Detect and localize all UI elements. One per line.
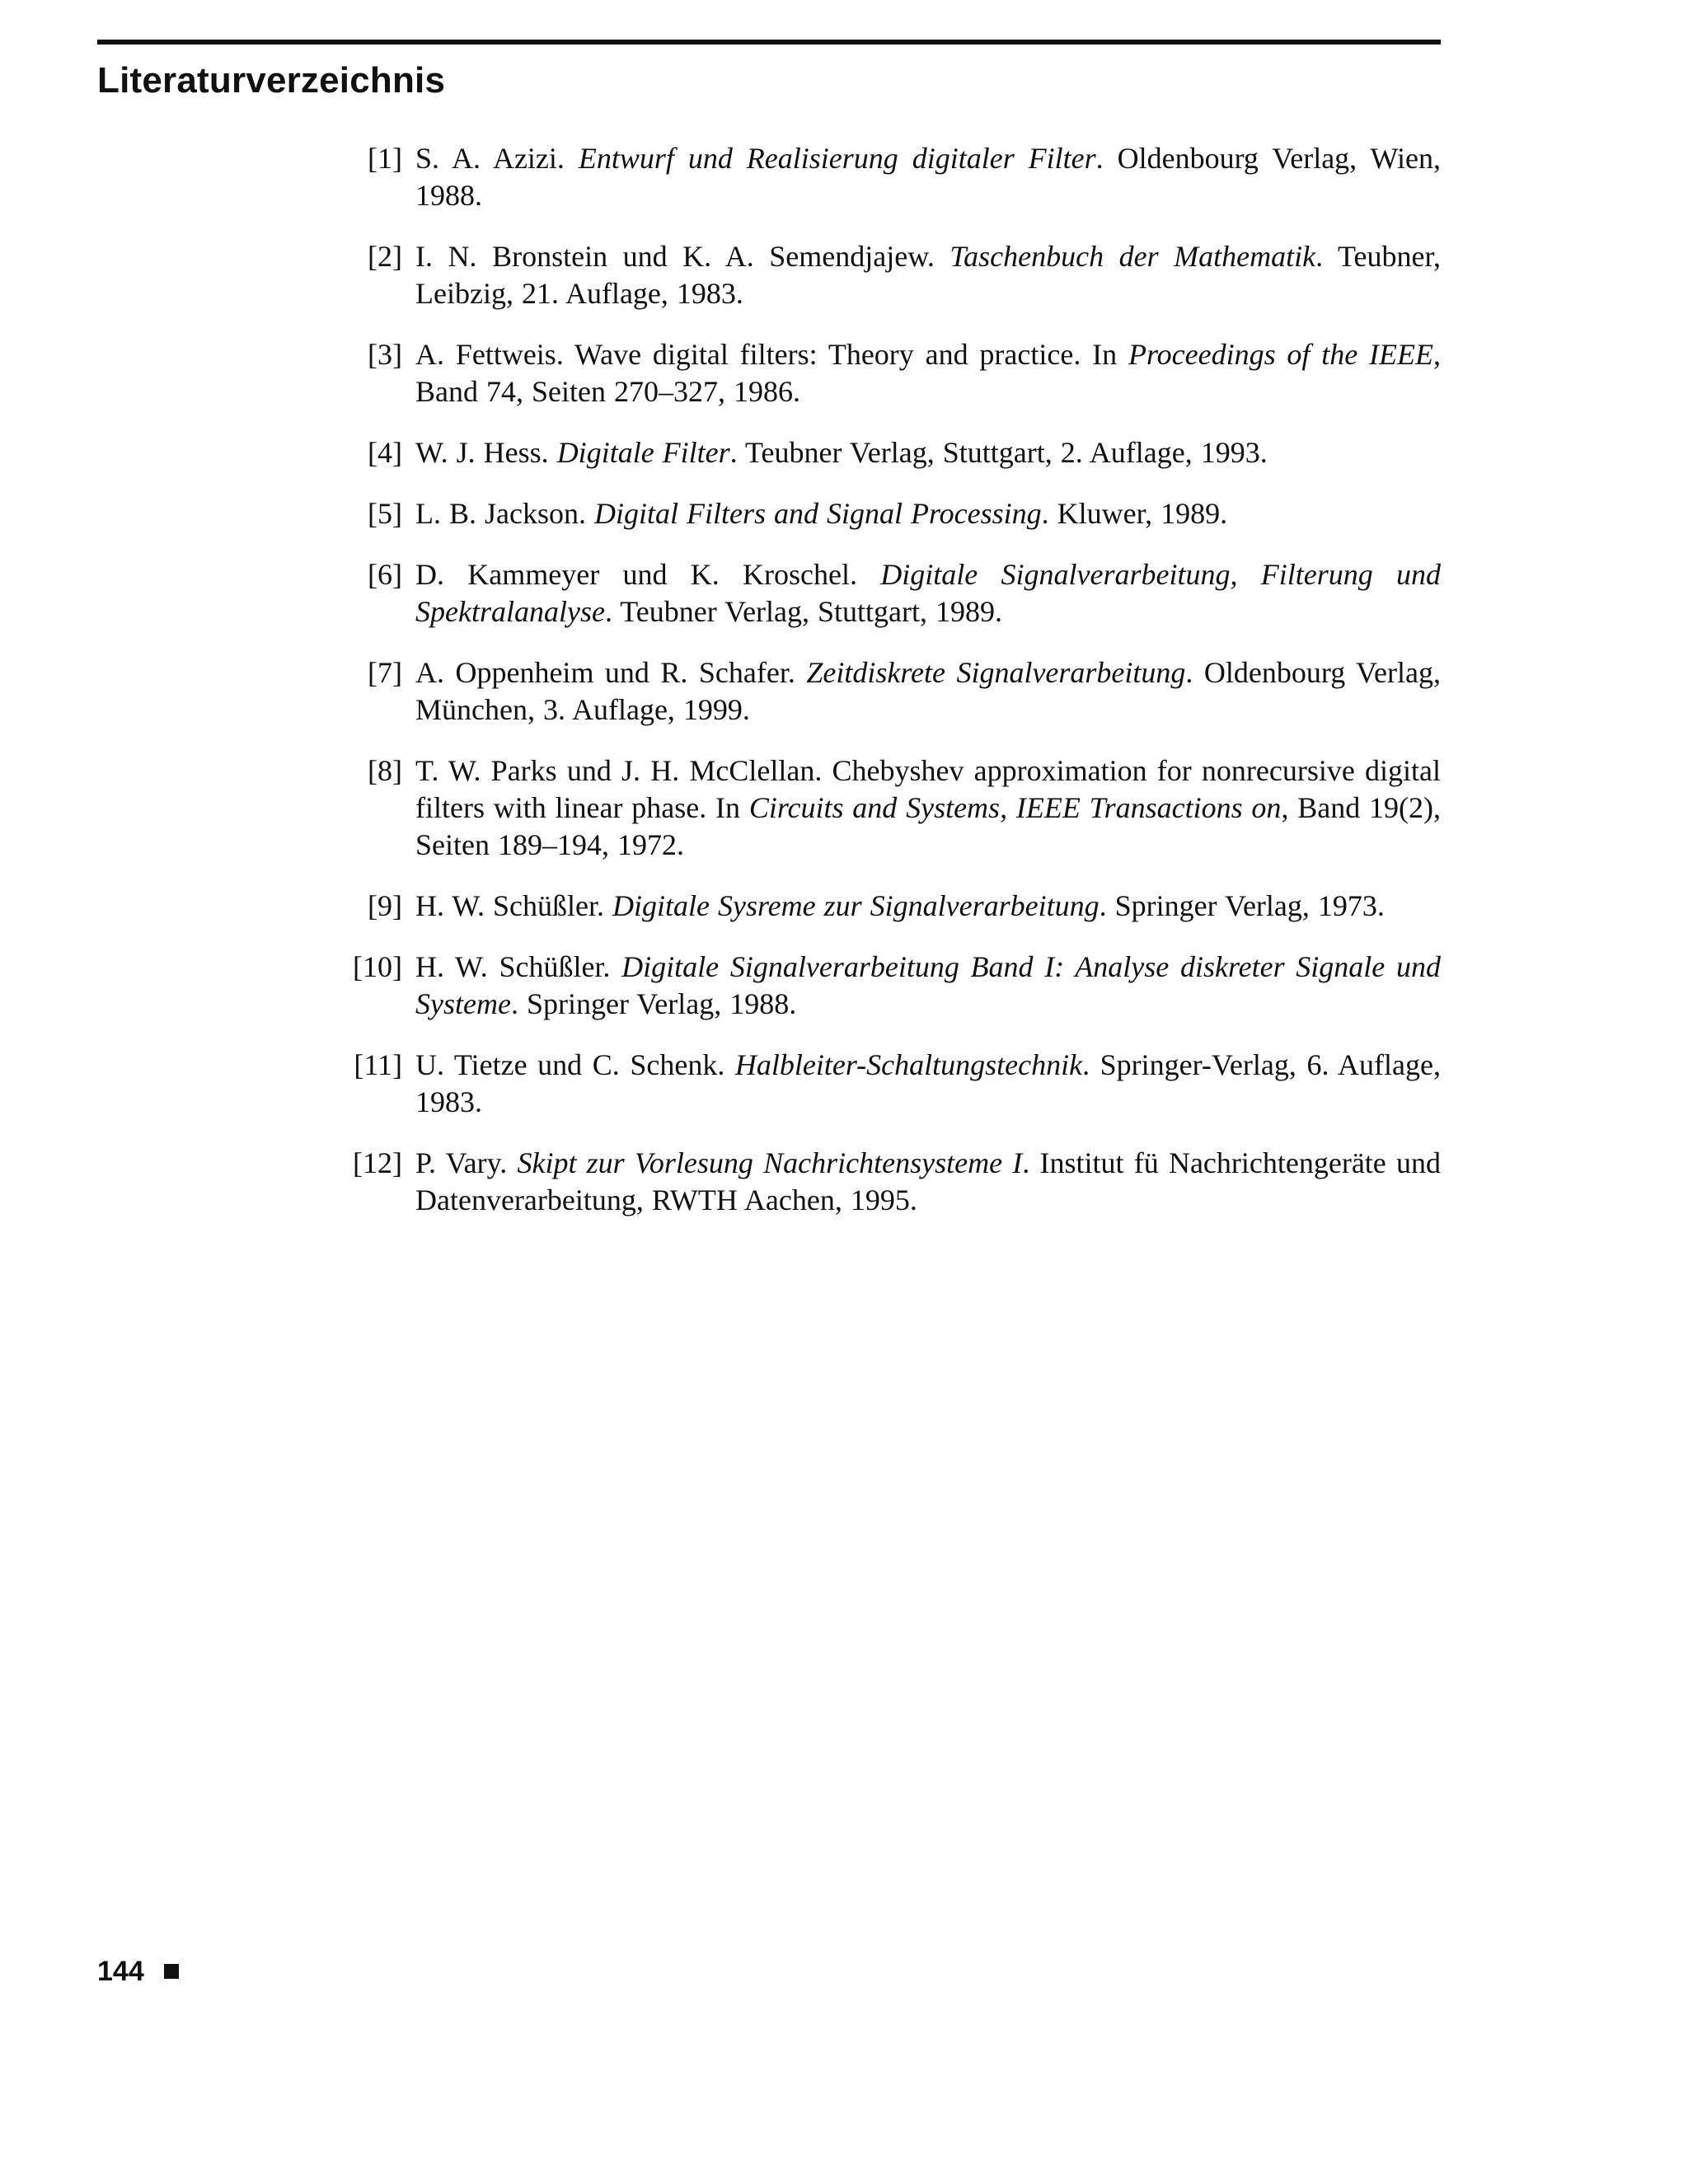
reference-title: Skipt zur Vorlesung Nachrichtensysteme I — [517, 1146, 1023, 1179]
reference-authors: T. W. Parks und J. H. McClellan. Chebyshev approximation for nonrecursive digital filters with linear phase. In — [415, 754, 1441, 824]
reference-text — [415, 142, 1441, 212]
reference-text — [415, 950, 1441, 1020]
reference-text — [415, 338, 1441, 408]
reference-item — [346, 752, 1441, 864]
reference-label: [4] — [368, 436, 402, 469]
reference-item — [346, 495, 1441, 532]
reference-item — [346, 140, 1441, 214]
reference-authors: H. W. Schüßler. — [415, 889, 613, 922]
reference-label: [3] — [368, 338, 402, 371]
reference-authors: P. Vary. — [415, 1146, 518, 1179]
reference-item — [346, 888, 1441, 925]
reference-list — [346, 140, 1441, 1243]
reference-publisher: . Oldenbourg Verlag, München, 3. Auflage, 1999. — [415, 656, 1441, 726]
reference-item — [346, 434, 1441, 471]
reference-publisher: . Teubner, Leibzig, 21. Auflage, 1983. — [415, 240, 1442, 310]
square-bullet-icon — [164, 1964, 179, 1979]
reference-text — [415, 656, 1441, 726]
chapter-title: Literaturverzeichnis — [97, 60, 446, 101]
reference-title: Digitale Sysreme zur Signalverarbeitung — [612, 889, 1100, 922]
reference-item — [346, 1047, 1441, 1121]
reference-authors: A. Fettweis. Wave digital filters: Theory and practice. In — [415, 338, 1128, 371]
reference-label: [9] — [368, 889, 402, 922]
reference-publisher: . Springer Verlag, 1988. — [510, 987, 797, 1020]
reference-authors: A. Oppenheim und R. Schafer. — [415, 656, 807, 689]
reference-item — [346, 238, 1441, 312]
reference-title: Circuits and Systems, IEEE Transactions on — [748, 791, 1282, 824]
reference-title: Entwurf und Realisierung digitaler Filter — [578, 142, 1096, 175]
reference-authors: U. Tietze und C. Schenk. — [415, 1048, 735, 1081]
reference-title: Digital Filters and Signal Processing — [593, 497, 1042, 530]
reference-title: Halbleiter-Schaltungstechnik — [734, 1048, 1083, 1081]
reference-label: [1] — [368, 142, 402, 175]
reference-text — [415, 1048, 1441, 1118]
reference-text — [415, 436, 1268, 469]
reference-title: Proceedings of the IEEE — [1128, 338, 1433, 371]
reference-publisher: . Kluwer, 1989. — [1041, 497, 1228, 530]
reference-publisher: . Oldenbourg Verlag, Wien, 1988. — [415, 142, 1441, 212]
reference-label: [6] — [368, 558, 402, 591]
reference-authors: L. B. Jackson. — [415, 497, 594, 530]
reference-title: Digitale Signalverarbeitung, Filterung und Spektralanalyse — [415, 558, 1441, 628]
reference-label: [2] — [368, 240, 402, 273]
page-number: 144 — [97, 1956, 144, 1987]
reference-text — [415, 889, 1385, 922]
reference-authors: D. Kammeyer und K. Kroschel. — [415, 558, 881, 591]
reference-title: Taschenbuch der Mathematik — [950, 240, 1316, 273]
reference-authors: H. W. Schüßler. — [415, 950, 622, 983]
reference-text — [415, 558, 1441, 628]
reference-authors: W. J. Hess. — [415, 436, 557, 469]
reference-text — [415, 497, 1227, 530]
reference-item — [346, 336, 1441, 410]
reference-text — [415, 754, 1441, 861]
reference-title: Digitale Signalverarbeitung Band I: Analyse diskreter Signale und Systeme — [415, 950, 1441, 1020]
reference-text — [415, 240, 1441, 310]
reference-publisher: . Springer-Verlag, 6. Auflage, 1983. — [415, 1048, 1441, 1118]
reference-label: [11] — [354, 1048, 402, 1081]
reference-publisher: , Band 74, Seiten 270–327, 1986. — [415, 338, 1441, 408]
page-footer — [97, 1953, 179, 1990]
reference-label: [7] — [368, 656, 402, 689]
reference-label: [5] — [368, 497, 402, 530]
reference-item — [346, 1145, 1441, 1219]
reference-title: Digitale Filter — [556, 436, 730, 469]
header-rule — [97, 40, 1441, 45]
reference-label: [12] — [353, 1146, 402, 1179]
reference-item — [346, 556, 1441, 630]
reference-publisher: . Springer Verlag, 1973. — [1099, 889, 1385, 922]
reference-label: [10] — [353, 950, 402, 983]
reference-authors: I. N. Bronstein und K. A. Semendjajew. — [415, 240, 950, 273]
reference-item — [346, 654, 1441, 729]
reference-authors: S. A. Azizi. — [415, 142, 579, 175]
reference-title: Zeitdiskrete Signalverarbeitung — [806, 656, 1186, 689]
reference-publisher: . Teubner Verlag, Stuttgart, 1989. — [604, 595, 1003, 628]
reference-item — [346, 949, 1441, 1023]
reference-publisher: . Teubner Verlag, Stuttgart, 2. Auflage, 1993. — [729, 436, 1268, 469]
reference-label: [8] — [368, 754, 402, 787]
reference-publisher: . Institut fü Nachrichtengeräte und Datenverarbeitung, RWTH Aachen, 1995. — [415, 1146, 1441, 1216]
reference-text — [415, 1146, 1441, 1216]
reference-publisher: , Band 19(2), Seiten 189–194, 1972. — [415, 791, 1441, 861]
